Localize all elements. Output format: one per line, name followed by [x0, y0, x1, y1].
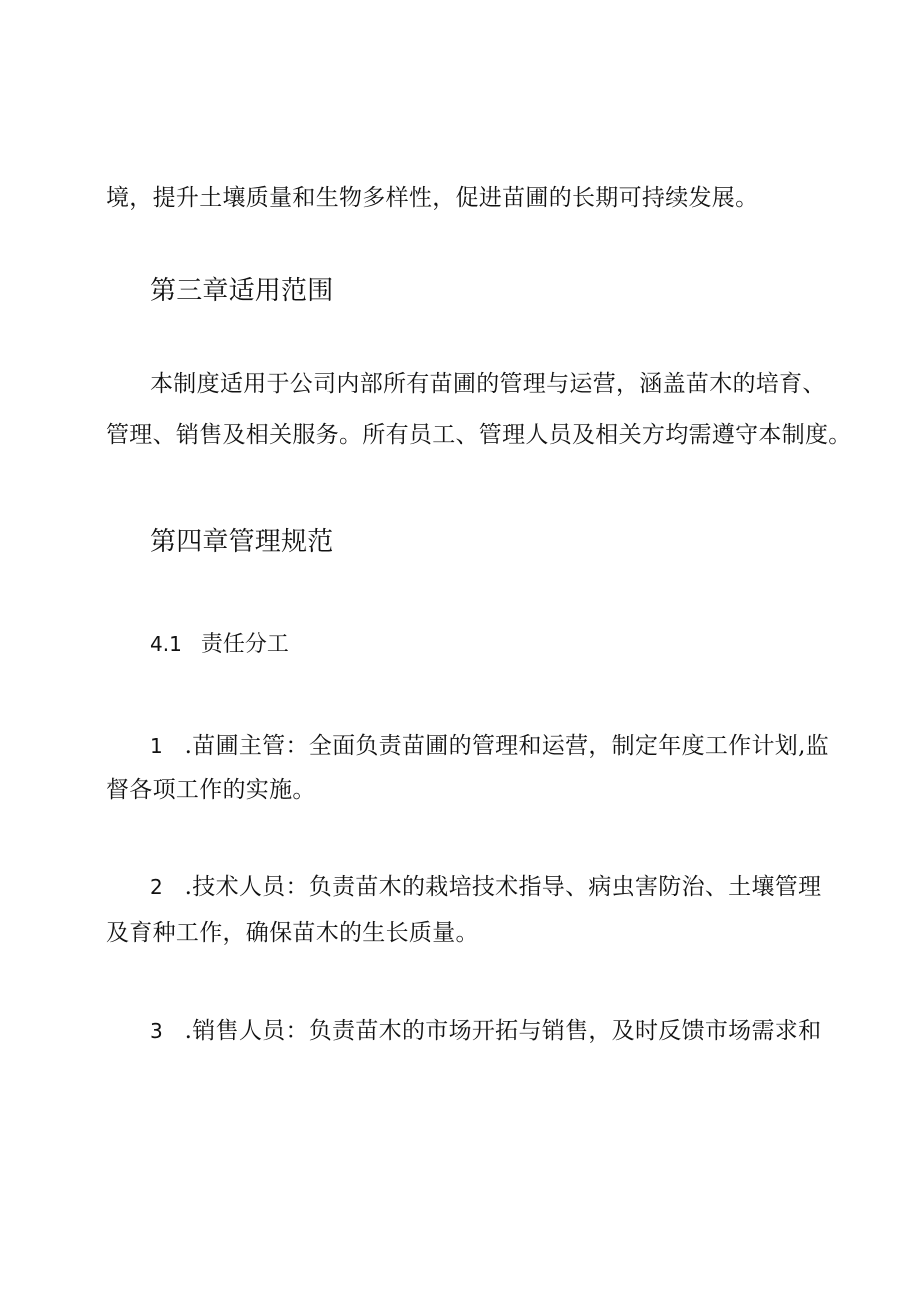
chapter-3-paragraph-line-2: 管理、销售及相关服务。所有员工、管理人员及相关方均需遵守本制度。 — [106, 422, 852, 448]
chapter-3-paragraph-line-1: 本制度适用于公司内部所有苗圃的管理与运营，涵盖苗木的培育、 — [150, 371, 826, 397]
list-item-continuation: 及育种工作，确保苗木的生长质量。 — [106, 920, 479, 946]
list-item-number: 2 — [150, 875, 164, 899]
section-title: 责任分工 — [200, 632, 289, 657]
list-item-continuation: 督各项工作的实施。 — [106, 777, 316, 803]
chapter-4-title: 第四章管理规范 — [150, 527, 334, 557]
section-4-1-heading — [150, 634, 289, 656]
list-item-text: .销售人员：负责苗木的市场开拓与销售，及时反馈市场需求和 — [184, 1018, 822, 1044]
list-item-text: .苗圃主管：全面负责苗圃的管理和运营，制定年度工作计划,监 — [184, 733, 829, 759]
section-number: 4.1 — [150, 632, 182, 656]
list-item-number: 1 — [150, 734, 164, 758]
list-item-number: 3 — [150, 1019, 164, 1043]
intro-paragraph-line: 境，提升土壤质量和生物多样性，促进苗圃的长期可持续发展。 — [106, 185, 759, 211]
list-item-text: .技术人员：负责苗木的栽培技术指导、病虫害防治、土壤管理 — [184, 874, 822, 900]
list-item — [150, 876, 821, 899]
list-item — [150, 735, 829, 758]
chapter-3-title: 第三章适用范围 — [150, 276, 334, 306]
list-item — [150, 1020, 821, 1043]
